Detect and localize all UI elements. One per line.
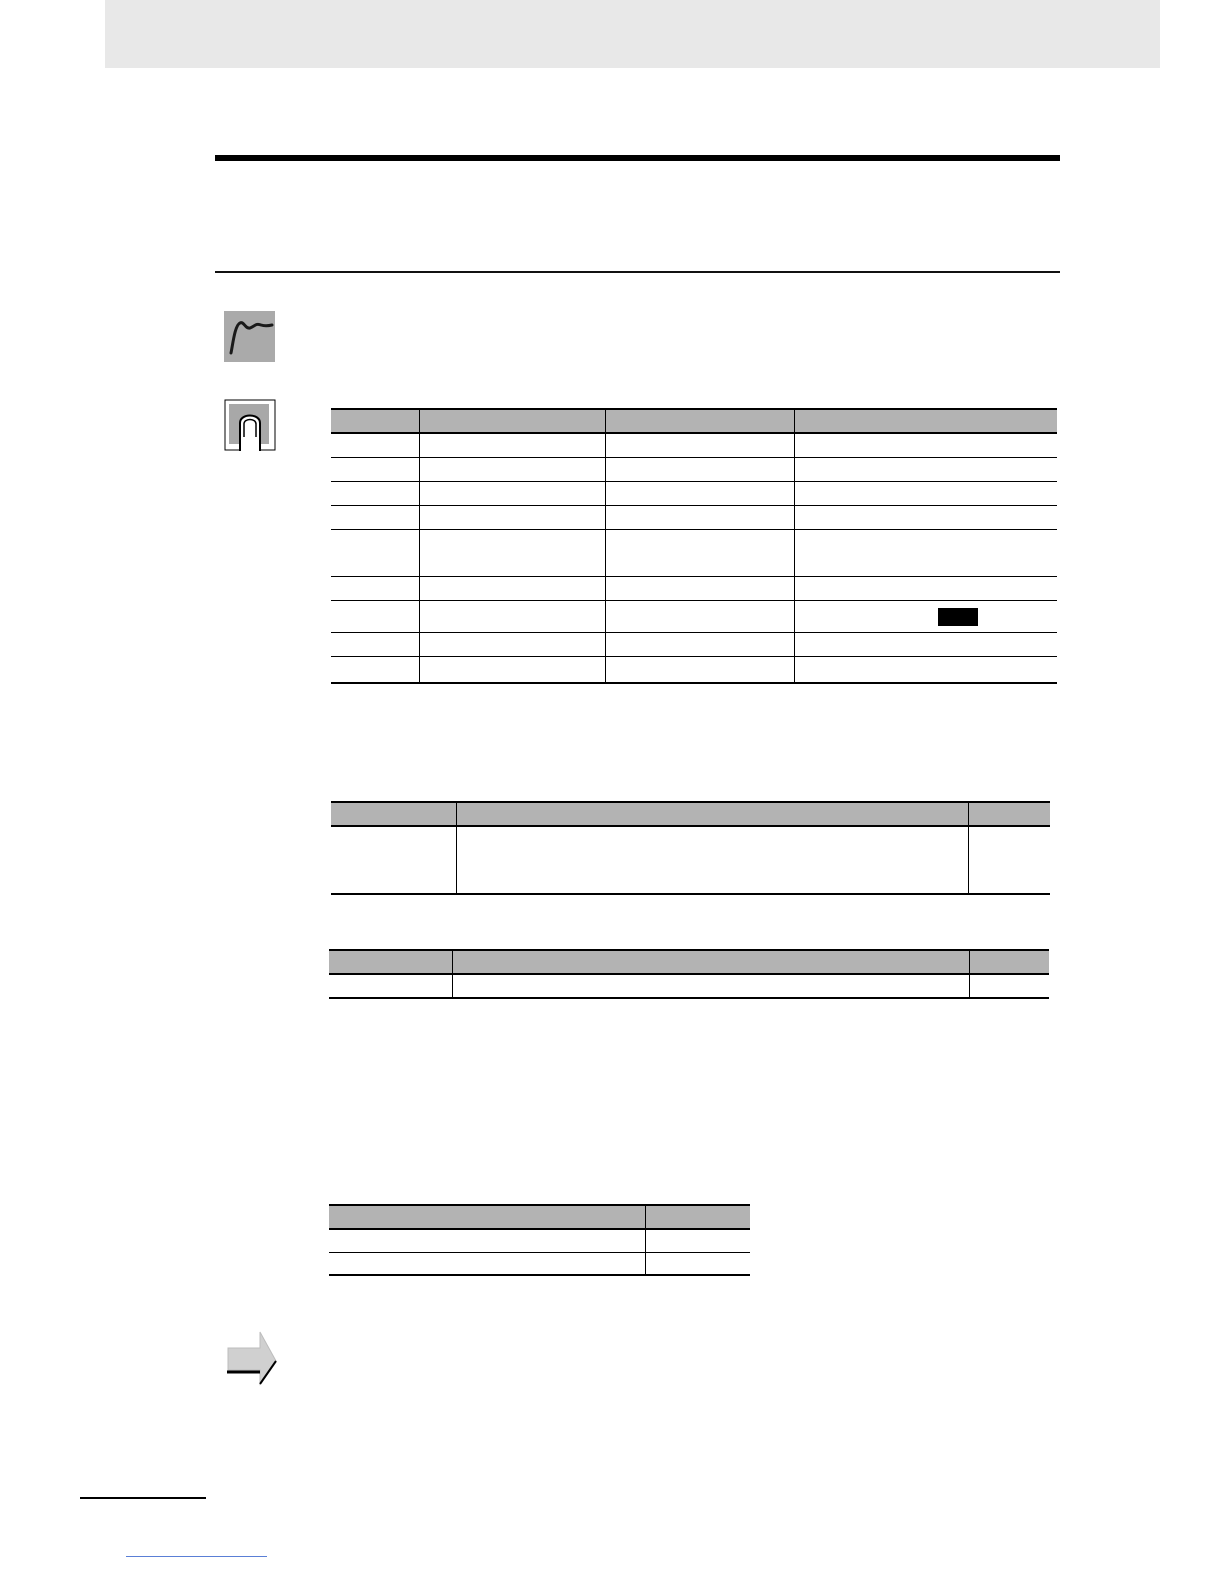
- data-table-4: [329, 1204, 750, 1276]
- table-cell: [605, 600, 794, 632]
- table-cell: [331, 433, 419, 457]
- table-row: [331, 826, 1050, 894]
- table-header-row: [329, 950, 1049, 974]
- table-cell: [419, 529, 605, 576]
- table1-header-cell: [794, 409, 1057, 433]
- table-cell: [605, 457, 794, 481]
- table-cell: [794, 576, 1057, 600]
- table1-header-cell: [419, 409, 605, 433]
- table-cell: [969, 974, 1049, 998]
- table-row: [331, 457, 1057, 481]
- table-cell: [329, 1252, 645, 1275]
- table-cell: [605, 576, 794, 600]
- data-table-3: [329, 949, 1049, 999]
- table-header-row: [331, 409, 1057, 433]
- table-cell: [794, 529, 1057, 576]
- table-cell: [645, 1229, 750, 1252]
- table-cell: [605, 481, 794, 505]
- table-cell: [419, 600, 605, 632]
- table3-header-cell: [329, 950, 452, 974]
- table-row: [331, 433, 1057, 457]
- table-row: [329, 1252, 750, 1275]
- table-cell: [331, 600, 419, 632]
- table-cell: [794, 505, 1057, 529]
- table3-header-cell: [452, 950, 969, 974]
- footer-rule: [80, 1497, 206, 1499]
- table-row: [331, 656, 1057, 683]
- table-cell: [331, 656, 419, 683]
- section-top-rule: [215, 155, 1060, 161]
- table-cell: [794, 600, 1057, 632]
- table-cell: [605, 529, 794, 576]
- table-row: [331, 600, 1057, 632]
- table-cell: [331, 632, 419, 656]
- section-bottom-rule: [215, 271, 1060, 273]
- table-cell: [331, 529, 419, 576]
- table-row: [331, 481, 1057, 505]
- table-cell: [419, 576, 605, 600]
- table-cell: [331, 576, 419, 600]
- touch-operation-icon: [224, 399, 276, 451]
- data-table-1: [331, 408, 1057, 684]
- table-row: [329, 1229, 750, 1252]
- table2-header-cell: [968, 802, 1050, 826]
- table-cell: [794, 481, 1057, 505]
- table-cell: [794, 457, 1057, 481]
- table-row: [329, 974, 1049, 998]
- table-cell: [329, 1229, 645, 1252]
- table-header-row: [329, 1205, 750, 1229]
- table3-header-cell: [969, 950, 1049, 974]
- table-cell: [419, 457, 605, 481]
- table-cell: [331, 481, 419, 505]
- footer-link[interactable]: [126, 1556, 267, 1557]
- table-cell: [419, 656, 605, 683]
- trend-curve-icon: [224, 311, 275, 362]
- table-row: [331, 505, 1057, 529]
- table4-header-cell: [645, 1205, 750, 1229]
- table4-header-cell: [329, 1205, 645, 1229]
- key-symbol-box: [938, 608, 978, 626]
- table-cell: [794, 433, 1057, 457]
- table-cell: [794, 656, 1057, 683]
- table-cell: [794, 632, 1057, 656]
- table-cell: [452, 974, 969, 998]
- table-row: [331, 576, 1057, 600]
- table-cell: [419, 481, 605, 505]
- page-header-band: [105, 0, 1160, 68]
- table-cell: [645, 1252, 750, 1275]
- table-cell: [605, 632, 794, 656]
- table-cell: [331, 826, 456, 894]
- table-cell: [419, 433, 605, 457]
- table-cell: [419, 632, 605, 656]
- data-table-2: [331, 801, 1050, 895]
- table-cell: [605, 505, 794, 529]
- table-cell: [331, 457, 419, 481]
- table-cell: [456, 826, 968, 894]
- table-row: [331, 632, 1057, 656]
- table-cell: [331, 505, 419, 529]
- table-cell: [968, 826, 1050, 894]
- table1-header-cell: [605, 409, 794, 433]
- table-cell: [605, 433, 794, 457]
- table2-header-cell: [456, 802, 968, 826]
- table-cell: [329, 974, 452, 998]
- table2-header-cell: [331, 802, 456, 826]
- table-header-row: [331, 802, 1050, 826]
- table-cell: [605, 656, 794, 683]
- table-cell: [419, 505, 605, 529]
- table1-header-cell: [331, 409, 419, 433]
- table-row: [331, 529, 1057, 576]
- reference-arrow-icon: [224, 1330, 278, 1386]
